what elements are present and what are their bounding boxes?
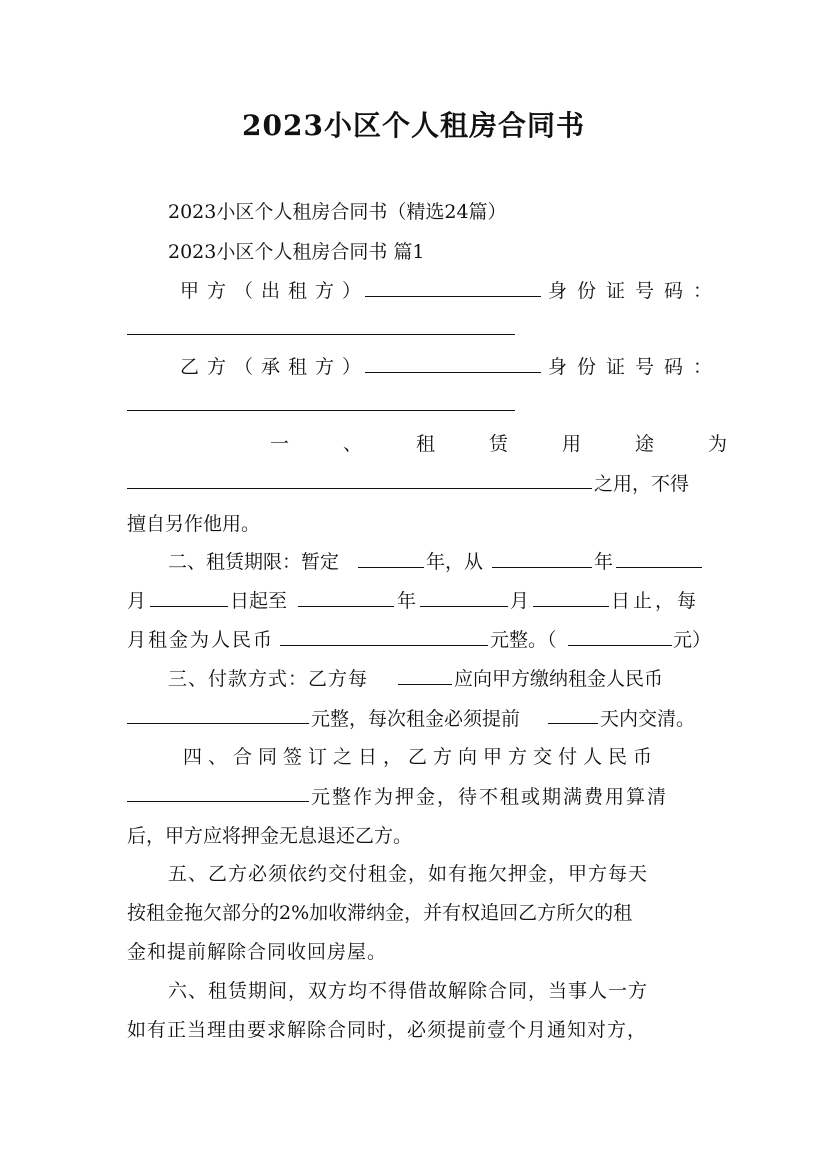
clause-6-heading: 六、租赁期间，双方均不得借故解除合同，当事人一方 [168,980,649,1002]
subtitle: 2023小区个人租房合同书（精选24篇） [168,201,507,223]
party-b-id-blank[interactable] [127,392,515,411]
clause-2-rent-close: 元） [673,629,712,651]
clause-2-end-year: 年 [397,590,417,612]
clause-5-text-end: 金和提前解除合同收回房屋。 [127,941,388,963]
clause-5-text: 按租金拖欠部分的2%加收滞纳金，并有权追回乙方所欠的租 [127,902,633,924]
clause-3-text-cont: 元整，每次租金必须提前 [311,708,521,730]
clause-2-rent: 月租金为人民币 [127,629,275,651]
start-year-blank[interactable] [492,549,592,568]
party-b-id-label: 身份证号码： [548,356,723,378]
end-day-blank[interactable] [533,588,609,607]
clause-3-heading: 三、付款方式：乙方每 [168,668,369,690]
party-a-id-blank[interactable] [127,316,515,335]
clause-5-heading: 五、乙方必须依约交付租金，如有拖欠押金，甲方每天 [168,863,649,885]
end-month-blank[interactable] [420,588,508,607]
clause-2-until: 日起至 [230,590,288,612]
clause-2-heading: 二、租赁期限：暂定 [168,551,340,573]
clause-2-month: 月 [127,590,147,612]
clause-4-heading: 四、合同签订之日，乙方向甲方交付人民币 [183,746,659,768]
term-years-blank[interactable] [358,549,424,568]
start-day-blank[interactable] [150,588,228,607]
payment-amount-blank[interactable] [127,705,309,724]
document-title: 2023小区个人租房合同书 [242,109,585,142]
clause-4-text: 元整作为押金，待不租或期满费用算清 [311,786,669,808]
clause-2-rent-unit: 元整。（ [490,629,557,651]
party-b-name-blank[interactable] [365,354,541,373]
clause-1-heading: 一、租赁用途为 [270,433,782,455]
party-b-label: 乙方（承租方） [180,356,370,378]
end-year-blank[interactable] [298,588,394,607]
payment-days-blank[interactable] [548,705,598,724]
clause-2-year: 年 [594,551,614,573]
payment-period-blank[interactable] [398,666,452,685]
usage-blank[interactable] [127,470,592,489]
clause-3-text-end: 天内交清。 [600,708,696,730]
rent-amount-figure-blank[interactable] [568,627,672,646]
party-a-label: 甲方（出租方） [180,280,370,302]
party-a-name-blank[interactable] [365,278,541,297]
clause-6-text: 如有正当理由要求解除合同时，必须提前壹个月通知对方， [127,1019,648,1041]
rent-amount-blank[interactable] [280,627,488,646]
clause-4-text-end: 后，甲方应将押金无息退还乙方。 [127,825,413,847]
party-a-id-label: 身份证号码： [548,280,723,302]
clause-2-end: 日止，每 [611,590,700,612]
clause-1-text: 之用，不得 [594,473,690,495]
start-month-blank[interactable] [616,549,702,568]
clause-2-from: 年，从 [426,551,484,573]
deposit-amount-blank[interactable] [127,783,309,802]
clause-1-text-cont: 擅自另作他用。 [127,513,261,535]
section-heading: 2023小区个人租房合同书 篇1 [168,241,425,263]
clause-2-end-month: 月 [510,590,530,612]
clause-3-text: 应向甲方缴纳租金人民币 [454,668,664,690]
